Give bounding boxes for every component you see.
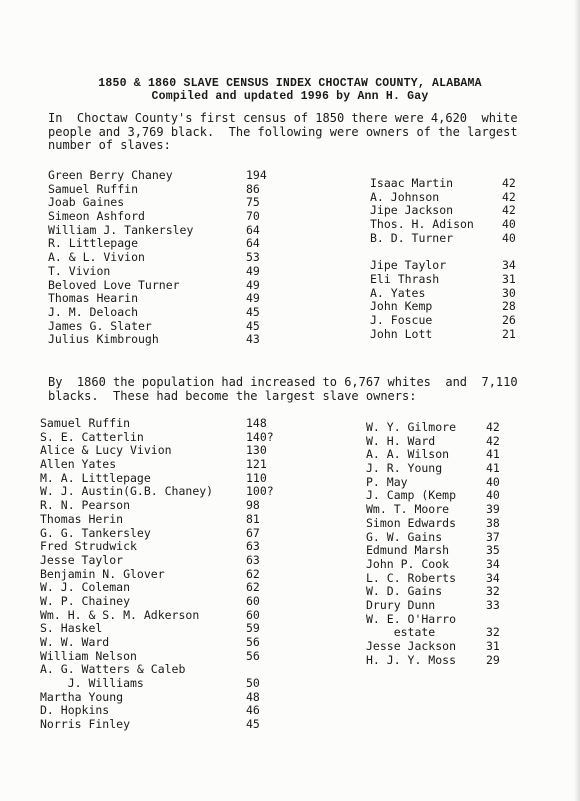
owner-name: R. N. Pearson <box>40 498 131 513</box>
slave-count: 100? <box>246 484 274 499</box>
slave-count: 40 <box>486 488 500 503</box>
owner-name: B. D. Turner <box>370 230 454 245</box>
owner-name: James G. Slater <box>48 318 152 333</box>
slave-count: 43 <box>246 332 260 347</box>
slave-count: 38 <box>486 515 500 530</box>
owner-name: Drury Dunn <box>366 597 436 612</box>
owner-name: S. E. Catterlin <box>40 429 144 444</box>
owner-name: R. Littlepage <box>48 236 139 251</box>
slave-count: 42 <box>502 203 516 218</box>
slave-count: 28 <box>502 299 516 314</box>
slave-count: 49 <box>246 263 260 278</box>
slave-count: 30 <box>502 285 516 300</box>
slave-count: 62 <box>246 566 260 581</box>
slave-count: 62 <box>246 580 260 595</box>
owner-name: L. C. Roberts <box>366 570 457 585</box>
owner-name: W. Y. Gilmore <box>366 420 457 434</box>
owner-name: T. Vivion <box>48 263 111 278</box>
slave-count: 49 <box>246 291 260 306</box>
owner-name: Simeon Ashford <box>48 209 145 224</box>
owner-name: W. H. Ward <box>366 433 436 448</box>
owner-name: Norris Finley <box>40 717 131 732</box>
owner-name: Jipe Jackson <box>370 203 454 218</box>
slave-count: 49 <box>246 277 260 292</box>
slave-count: 32 <box>486 584 500 599</box>
owner-name: John Kemp <box>370 299 433 314</box>
owner-name: Samuel Ruffin <box>48 181 139 196</box>
owner-name: Simon Edwards <box>366 515 457 530</box>
slave-count: 121 <box>246 457 267 472</box>
slave-count: 63 <box>246 539 260 554</box>
owner-name: W. J. Austin(G.B. Chaney) <box>40 484 214 499</box>
owner-name: J. R. Young <box>366 461 443 476</box>
owner-name: Samuel Ruffin <box>40 416 131 430</box>
owner-name: Green Berry Chaney <box>48 168 173 182</box>
slave-count: 59 <box>246 621 260 636</box>
slave-count: 42 <box>486 433 500 448</box>
slave-count: 53 <box>246 250 260 265</box>
slave-count: 41 <box>486 461 500 476</box>
slave-count: 67 <box>246 525 260 540</box>
intro-1850-paragraph: In Choctaw County's first census of 1850 there were 4,620 white people and 3,769 black. The following were owners of the largest number of slaves: <box>48 111 518 152</box>
owner-name: W. J. Coleman <box>40 580 131 595</box>
slave-count: 45 <box>246 717 260 732</box>
slave-count: 70 <box>246 209 260 224</box>
owner-name: William J. Tankersley <box>48 222 194 237</box>
owner-name: Isaac Martin <box>370 176 454 190</box>
owner-name: W. P. Chainey <box>40 593 131 608</box>
owner-name: A. A. Wilson <box>366 447 450 462</box>
owner-name: D. Hopkins <box>40 703 110 718</box>
slave-count: 29 <box>486 652 500 667</box>
slave-count: 56 <box>246 635 260 649</box>
slave-count: 37 <box>486 529 500 544</box>
owner-name: Edmund Marsh <box>366 543 450 558</box>
owner-name: Jesse Jackson <box>366 639 457 653</box>
slave-count: 45 <box>246 304 260 319</box>
owner-name: Jesse Taylor <box>40 552 124 567</box>
owner-name: W. W. Ward <box>40 635 110 649</box>
owner-name: Wm. H. & S. M. Adkerson <box>40 607 200 622</box>
owner-name: Eli Thrash <box>370 271 440 286</box>
owner-name: William Nelson <box>40 648 137 663</box>
slave-count: 21 <box>502 326 516 341</box>
owner-name: A. Johnson <box>370 189 440 204</box>
intro-1860-paragraph: By 1860 the population had increased to 6,767 whites and 7,110 blacks. These had become the largest slave owners: <box>48 375 518 403</box>
owner-name: A. G. Watters & Caleb <box>40 662 186 677</box>
slave-count: 48 <box>246 689 260 704</box>
slave-count: 110 <box>246 470 267 485</box>
owner-name: W. E. O'Harro <box>366 611 457 626</box>
owner-name: W. D. Gains <box>366 584 443 599</box>
slave-count: 86 <box>246 181 260 196</box>
owner-name: Allen Yates <box>40 457 117 472</box>
owner-name: M. A. Littlepage <box>40 470 151 485</box>
owner-name: J. Foscue <box>370 312 433 327</box>
owner-name: Beloved Love Turner <box>48 277 180 292</box>
owner-name: Thos. H. Adison <box>370 217 474 232</box>
owner-name: A. & L. Vivion <box>48 250 145 265</box>
slave-count: 31 <box>486 639 500 653</box>
slave-count: 42 <box>502 189 516 204</box>
slave-count: 26 <box>502 312 516 327</box>
owner-name: G. G. Tankersley <box>40 525 151 540</box>
slave-count: 140? <box>246 429 274 444</box>
owner-name: H. J. Y. Moss <box>366 652 457 667</box>
owner-name: P. May <box>366 474 408 489</box>
owner-name: Julius Kimbrough <box>48 332 159 347</box>
slave-count: 40 <box>502 217 516 232</box>
slave-count: 56 <box>246 648 260 663</box>
slave-count: 34 <box>486 556 500 571</box>
slave-count: 194 <box>246 168 267 182</box>
owner-name: Wm. T. Moore <box>366 502 450 517</box>
slave-count: 42 <box>502 176 516 190</box>
slave-count: 63 <box>246 552 260 567</box>
slave-count: 46 <box>246 703 260 718</box>
slave-count: 34 <box>486 570 500 585</box>
owner-name: J. Camp (Kemp <box>366 488 457 503</box>
slave-count: 64 <box>246 236 260 251</box>
owner-name: J. Williams <box>40 676 144 691</box>
document-subtitle: Compiled and updated 1996 by Ann H. Gay <box>151 90 429 103</box>
owner-name: Martha Young <box>40 689 124 704</box>
slave-count: 31 <box>502 271 516 286</box>
slave-count: 32 <box>486 625 500 640</box>
slave-count: 75 <box>246 195 260 210</box>
slave-count: 60 <box>246 607 260 622</box>
slave-count: 34 <box>502 258 516 273</box>
slave-count: 98 <box>246 498 260 513</box>
slave-count: 45 <box>246 318 260 333</box>
slave-count: 40 <box>486 474 500 489</box>
document-title: 1850 & 1860 SLAVE CENSUS INDEX CHOCTAW COUNTY, ALABAMA <box>98 77 482 90</box>
owner-name: A. Yates <box>370 285 426 300</box>
slave-count: 81 <box>246 511 260 526</box>
slave-count: 42 <box>486 420 500 434</box>
owner-name: estate <box>366 625 436 640</box>
owner-name: Joab Gaines <box>48 195 125 210</box>
owner-name: John P. Cook <box>366 556 450 571</box>
owner-name: G. W. Gains <box>366 529 443 544</box>
slave-count: 64 <box>246 222 260 237</box>
slave-count: 60 <box>246 593 260 608</box>
scan-edge-shadow <box>574 0 580 801</box>
owner-name: John Lott <box>370 326 433 341</box>
owner-name: Thomas Hearin <box>48 291 139 306</box>
owner-name: J. M. Deloach <box>48 304 139 319</box>
owner-name: Thomas Herin <box>40 511 124 526</box>
owner-name: Jipe Taylor <box>370 258 447 273</box>
owner-name: Alice & Lucy Vivion <box>40 443 172 458</box>
slave-count: 40 <box>502 230 516 245</box>
slave-count: 130 <box>246 443 267 458</box>
slave-count: 35 <box>486 543 500 558</box>
slave-count: 50 <box>246 676 260 691</box>
slave-count: 39 <box>486 502 500 517</box>
owner-name: Fred Strudwick <box>40 539 137 554</box>
slave-count: 33 <box>486 597 500 612</box>
owner-name: Benjamin N. Glover <box>40 566 165 581</box>
slave-count: 148 <box>246 416 267 430</box>
owner-name: S. Haskel <box>40 621 103 636</box>
slave-count: 41 <box>486 447 500 462</box>
